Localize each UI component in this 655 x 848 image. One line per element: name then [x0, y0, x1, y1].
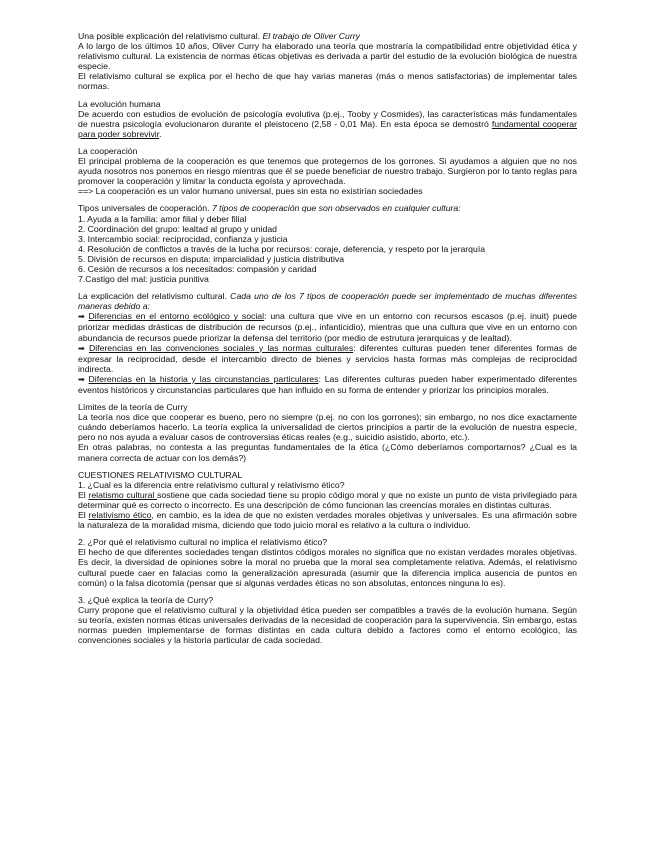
question-2-section: [78, 537, 577, 587]
bullet-ecologico-text: : una cultura que vive en un entorno con recursos escasos (p.ej. inuit) puede priorizar medidas drásticas de distribución de recursos (p.ej., infanticidio), mientras que una cultura que vive en un entorno con abundancia de recursos puede priorizar la defensa del territorio (por medio de estrutura jerarquicas y de lealtad).: [78, 311, 577, 343]
explicacion-heading: [78, 291, 577, 311]
limites-heading: Límites de la teoría de Curry: [78, 402, 188, 413]
list-item: 6. Cesión de recursos a los necesitados: compasión y caridad: [78, 263, 317, 274]
list-item: 4. Resolución de conflictos a través de la lucha por recursos: coraje, deferencia, y respeto por la jerarquía: [78, 243, 486, 254]
intro-heading-text: Una posible explicación del relativismo cultural.: [78, 31, 261, 41]
answer-1b-pre: El: [78, 510, 89, 521]
cuestiones-heading: CUESTIONES RELATIVISMO CULTURAL: [78, 469, 243, 480]
cooperacion-conclusion: ==> La cooperación es un valor humano universal, pues sin esta no existirían sociedades: [78, 186, 423, 197]
list-item: 3. Intercambio social: reciprocidad, confianza y justicia: [78, 233, 288, 244]
list-item: 2. Coordinación del grupo: lealtad al grupo y unidad: [78, 223, 277, 234]
evolucion-section: [78, 99, 577, 139]
arrow-right-icon: ➡: [78, 374, 85, 384]
intro-heading-italic: El trabajo de Oliver Curry: [262, 31, 360, 41]
answer-1a-text: sostiene que cada sociedad tiene su propio código moral y que no existe un punto de vista privilegiado para determinar qué es correcto o incorrecto. Es una descripción de cómo funcionan las creencias morales en distintas culturas.: [78, 489, 577, 510]
evolucion-heading: La evolución humana: [78, 98, 161, 109]
answer-1a-pre: El: [78, 489, 89, 500]
answer-1a-term: relatismo cultural: [88, 489, 158, 500]
intro-paragraph-2: El relativismo cultural se explica por el hecho de que hay varias maneras (más o menos satisfactorias) de implementar tales normas.: [78, 71, 577, 92]
tipos-section: [78, 203, 577, 284]
arrow-right-icon: ➡: [78, 343, 85, 353]
bullet-ecologico: [78, 311, 577, 342]
bullet-historia-title: Diferencias en la historia y las circunstancias particulares: [88, 373, 319, 384]
list-item: 7.Castigo del mal: justicia punitiva: [78, 274, 209, 285]
evolucion-text-end: .: [159, 128, 162, 139]
bullet-convenciones-title: Diferencias en las convenciones sociales y las normas culturales: [88, 342, 354, 353]
answer-1b-text: , en cambio, es la idea de que no existen verdades morales objetivas y universales. Es una afirmación sobre la naturaleza de la moralidad misma, diciendo que todo juicio moral es relativo a la cultura o individuo.: [78, 510, 578, 531]
answer-3: Curry propone que el relativismo cultural y la objetividad ética pueden ser compatibles a través de la evolución humana. Según su teoría, existen normas éticas universales derivadas de la necesidad de cooperación para la supervivencia. Sin embargo, estas normas pueden implementarse de formas distintas en cada cultura debido a factores como el entorno ecológico, las convenciones sociales y la historia particular de cada sociedad.: [78, 604, 577, 646]
list-item: 5. División de recursos en disputa: imparcialidad y justicia distributiva: [78, 253, 345, 264]
cooperacion-heading: La cooperación: [78, 145, 138, 156]
question-3-section: [78, 595, 577, 645]
list-item: 1. Ayuda a la familia: amor filial y deber filial: [78, 213, 247, 224]
question-1: 1. ¿Cual es la diferencia entre relativismo cultural y relativismo ético?: [78, 479, 345, 490]
explicacion-heading-text: La explicación del relativismo cultural.: [78, 291, 227, 302]
intro-section: [78, 31, 577, 92]
arrow-right-icon: ➡: [78, 312, 85, 322]
answer-1b-term: relativismo ético: [88, 510, 152, 521]
explicacion-heading-italic: Cada uno de los 7 tipos de cooperación puede ser implementado de muchas diferentes maneras debido a:: [78, 291, 577, 312]
bullet-convenciones-text: : diferentes culturas pueden tener diferentes formas de expresar la reciprocidad, desde el intercambio directo de bienes y servicios hasta formas más complejas de reciprocidad indirecta.: [78, 342, 577, 374]
tipos-heading-text: Tipos universales de cooperación.: [78, 203, 210, 214]
intro-heading: [78, 31, 577, 41]
tipos-heading: [78, 203, 577, 213]
evolucion-paragraph: [78, 109, 577, 139]
intro-paragraph-1: A lo largo de los últimos 10 años, Oliver Curry ha elaborado una teoría que mostraría la compatibilidad entre objetividad ética y relativismo cultural. La existencia de normas éticas objetivas es derivada a partir del estudio de la evolución biológica de nuestra especie.: [78, 41, 577, 72]
evolucion-text-start: De acuerdo con estudios de evolución de psicología evolutiva (p.ej., Tooby y Cosmides), las características más fundamentales de nuestra psicología evolucionaron durante el pleistoceno (2,58 - 0,01 Ma). En esta época se demostró: [78, 108, 577, 129]
bullet-ecologico-title: Diferencias en el entorno ecológico y social: [88, 311, 265, 322]
explicacion-section: [78, 291, 577, 395]
question-3: 3. ¿Qué explica la teoría de Curry?: [78, 594, 214, 605]
answer-1b: [78, 510, 577, 530]
bullet-historia: [78, 374, 577, 395]
cooperacion-section: [78, 146, 577, 196]
limites-paragraph-1: La teoría nos dice que cooperar es bueno, pero no siempre (p.ej. no con los gorrones); sin embargo, no nos dice exactamente cuándo deberíamos hacerlo. La teoría explica la universalidad de ciertos principios a partir de la evolución de nuestra especie, pero no nos ayuda a evaluar casos de controversias éticas reales (e.g., suicidio asistido, aborto, etc.).: [78, 412, 577, 443]
bullet-historia-text: : Las diferentes culturas pueden haber experimentado diferentes eventos históricos y circunstancias particulares que han influido en su forma de entender y priorizar los principios morales.: [78, 373, 577, 395]
answer-2: El hecho de que diferentes sociedades tengan distintos códigos morales no significa que no existan verdades morales objetivas. Es decir, la diversidad de opiniones sobre la moral no prueba que la moral sea completamente relativa. Además, el relativismo cultural puede caer en falacias como la generalización apresurada (asumir que la diferencia implica ausencia de puntos en común) o la falsa dicotomía (pensar que si algunas verdades éticas no son absolutas, entonces ninguna lo es).: [78, 547, 577, 588]
cooperacion-paragraph: El principal problema de la cooperación es que tenemos que protegernos de los gorrones. Si ayudamos a alguien que no nos ayuda nosotros nos ponemos en riesgo mientras que él se puede beneficiar de nuestro trabajo. Surgieron por lo tanto reglas para promover la cooperación y limitar la conducta egoísta y aprovechada.: [78, 156, 577, 187]
limites-paragraph-2: En otras palabras, no contesta a las preguntas fundamentales de la ética (¿Cómo deberíamos comportarnos? ¿Cual es la manera correcta de actuar con los demás?): [78, 442, 577, 463]
question-2: 2. ¿Por qué el relativismo cultural no implica el relativismo ético?: [78, 537, 328, 548]
evolucion-underlined: fundamental cooperar para poder sobrevivir: [78, 118, 577, 139]
tipos-heading-italic: 7 tipos de cooperación que son observados en cualquier cultura:: [211, 203, 461, 214]
bullet-convenciones: [78, 343, 577, 374]
cuestiones-section: [78, 470, 577, 531]
limites-section: [78, 402, 577, 463]
answer-1a: [78, 490, 577, 510]
